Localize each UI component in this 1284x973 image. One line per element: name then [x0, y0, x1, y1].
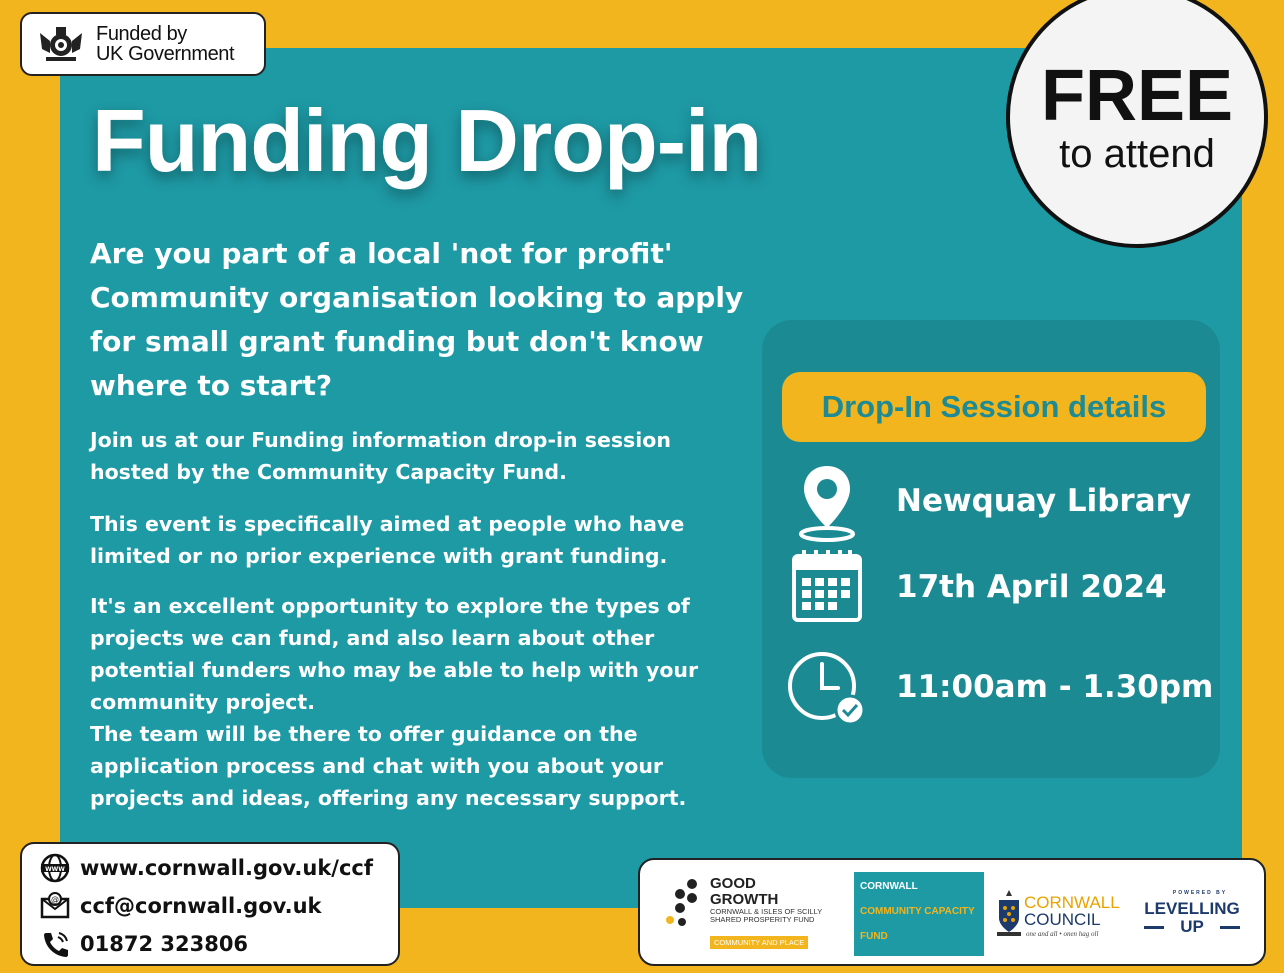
- community-capacity-fund-logo: [854, 872, 984, 956]
- levelling-up-powered-by: POWERED BY: [1172, 890, 1228, 896]
- phone-link[interactable]: 01872 323806: [80, 932, 249, 956]
- date-row: [782, 542, 1212, 632]
- location-row: [782, 456, 1212, 546]
- to-attend-text: to attend: [1059, 132, 1215, 176]
- cornwall-council-line2: COUNCIL: [1024, 910, 1101, 929]
- ccf-line2: COMMUNITY CAPACITY: [860, 906, 975, 917]
- good-growth-tag: COMMUNITY AND PLACE: [710, 936, 808, 949]
- calendar-icon: [782, 542, 872, 632]
- paragraph-opportunity-block: [90, 590, 750, 814]
- sponsor-logos-box: [638, 858, 1266, 966]
- funded-by-text: Funded by: [96, 23, 187, 45]
- paragraph-guidance: The team will be there to offer guidance on the application process and chat with you about your projects and ideas, offering any necessary support.: [90, 722, 687, 810]
- date-label: 17th April 2024: [896, 569, 1167, 605]
- session-details-panel: [762, 320, 1220, 778]
- svg-text:@: @: [51, 895, 59, 904]
- paragraph-aimed-at: This event is specifically aimed at people who have limited or no prior experience with grant funding.: [90, 512, 685, 568]
- good-growth-subtitle: CORNWALL & ISLES OF SCILLY SHARED PROSPERITY FUND: [710, 907, 823, 924]
- phone-row[interactable]: [38, 928, 248, 960]
- svg-text:WWW: WWW: [45, 866, 65, 873]
- good-growth-line1: GOOD: [710, 875, 756, 892]
- funded-by-uk-government-badge: [20, 12, 266, 76]
- cornwall-council-crest-icon: [996, 888, 1022, 938]
- levelling-up-line1: LEVELLING: [1144, 899, 1240, 918]
- globe-icon: [38, 853, 72, 883]
- cornwall-council-line1: CORNWALL: [1024, 893, 1120, 912]
- ccf-line1: CORNWALL: [860, 881, 918, 892]
- levelling-up-bar-right: [1220, 926, 1240, 929]
- clock-icon: [782, 642, 872, 732]
- cornwall-council-name: [1024, 894, 1120, 928]
- email-icon: [38, 891, 72, 921]
- contact-box: [20, 842, 400, 966]
- good-growth-line2: GROWTH: [710, 891, 779, 908]
- location-label: Newquay Library: [896, 483, 1192, 519]
- website-link[interactable]: www.cornwall.gov.uk/ccf: [80, 856, 373, 880]
- session-details-title: Drop-In Session details: [782, 372, 1206, 442]
- paragraph-opportunity: It's an excellent opportunity to explore the types of projects we can fund, and also learn about other potential funders who may be able to help with your community project.: [90, 594, 699, 714]
- levelling-up-line2: UP: [1180, 917, 1204, 936]
- uk-government-crest-icon: [36, 23, 86, 65]
- time-label: 11:00am - 1.30pm: [896, 669, 1214, 705]
- time-row: [782, 642, 1212, 732]
- phone-icon: [38, 929, 72, 959]
- website-row[interactable]: [38, 852, 373, 884]
- email-link[interactable]: ccf@cornwall.gov.uk: [80, 894, 322, 918]
- email-row[interactable]: [38, 890, 322, 922]
- good-growth-title: [710, 876, 778, 908]
- free-text: FREE: [1040, 56, 1234, 136]
- cornwall-council-motto: one and all • onen hag oll: [1026, 930, 1099, 938]
- good-growth-logo-icon: [662, 876, 704, 932]
- uk-government-text: UK Government: [96, 43, 235, 65]
- location-pin-icon: [782, 456, 872, 546]
- paragraph-join-us: Join us at our Funding information drop-in session hosted by the Community Capacity Fund.: [90, 428, 671, 484]
- lead-question: Are you part of a local 'not for profit' Community organisation looking to apply for small grant funding but don't know where to start?: [90, 237, 744, 402]
- ccf-line3: FUND: [860, 931, 888, 942]
- headline: Funding Drop-in: [92, 91, 762, 190]
